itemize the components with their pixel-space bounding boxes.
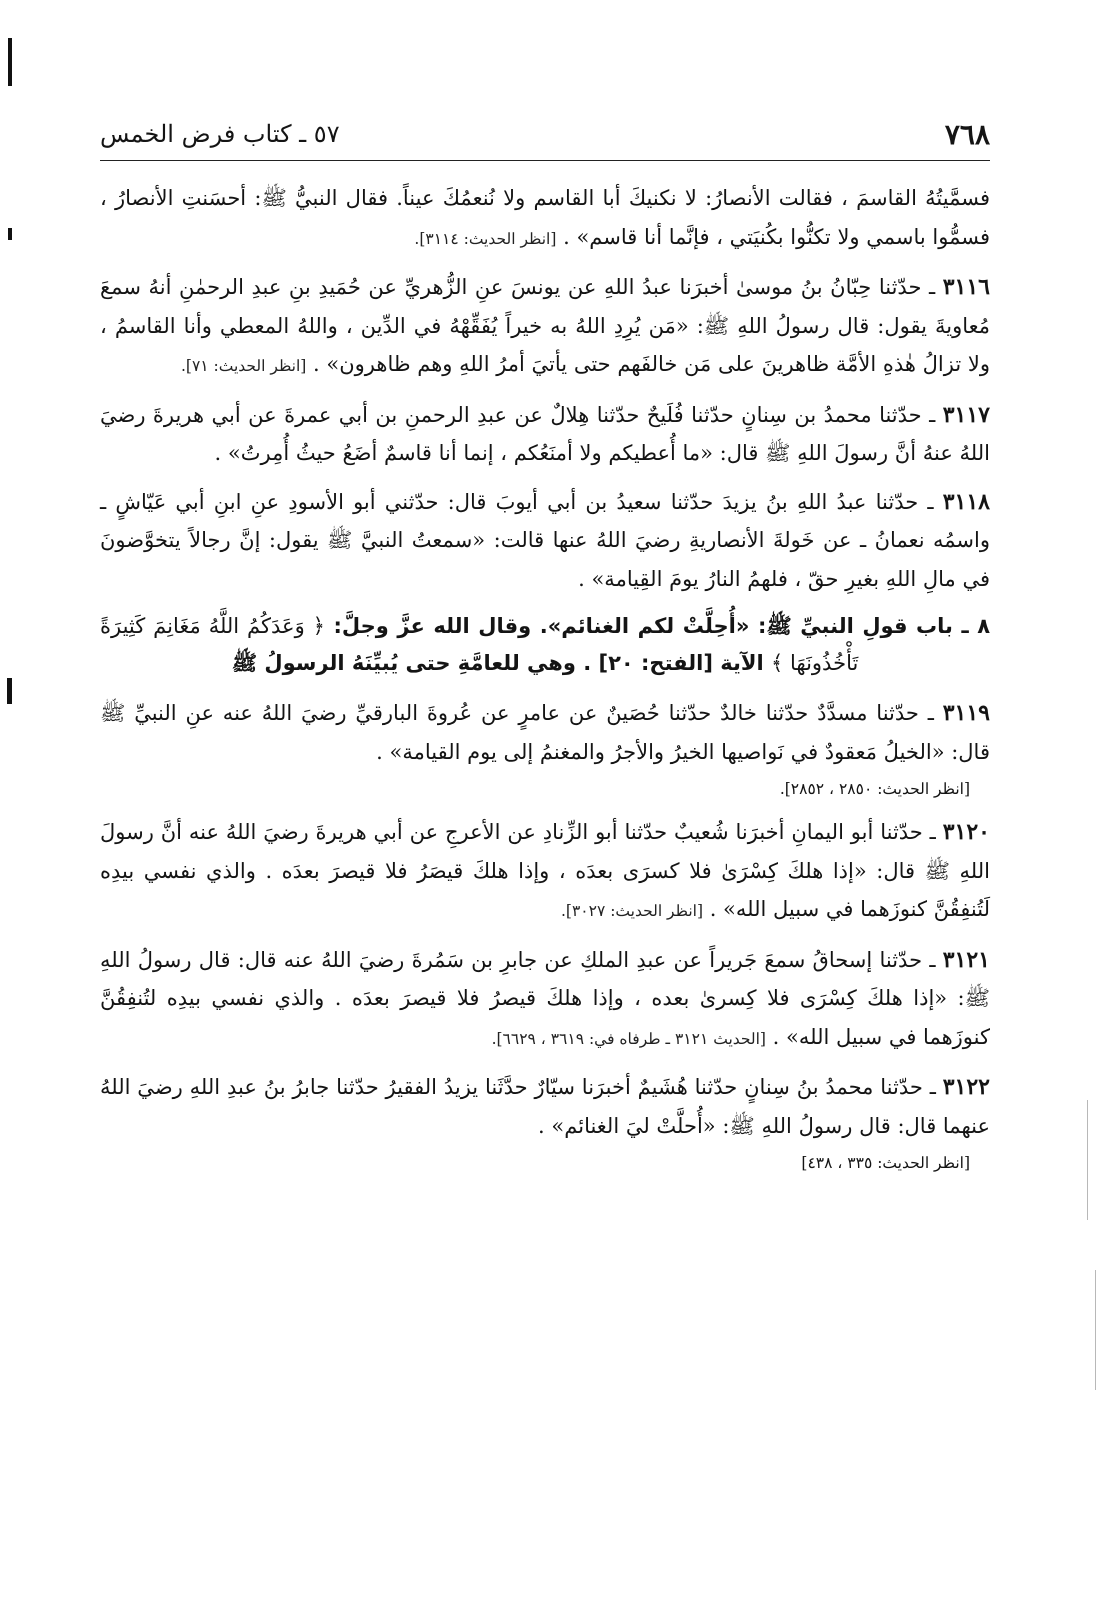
hadith-text: ـ حدّثنا إسحاقُ سمعَ جَريراً عن عبدِ الملكِ عن جابرِ بن سَمُرةَ رضيَ اللهُ عنه قال: قال رسولُ اللهِ ﷺ: «إذا هلكَ كِسْرَى فلا كِسرىٰ بعده ، وإذا هلكَ قيصرُ فلا قيصرَ بعدَه . والذي نفسي بيدِه لتُنفِقُنَّ كنوزَهما في سبيل الله» . <box>100 947 990 1049</box>
hadith-3119 <box>100 694 990 771</box>
hadith-text: ـ حدّثنا مسدَّدٌ حدّثنا خالدٌ حدّثنا حُصَينٌ عن عامرٍ عن عُروةَ البارقيِّ رضيَ اللهُ عنه عنِ النبيِّ ﷺ قال: «الخيلُ مَعقودٌ في نَواصيها الخيرُ والأجرُ والمغنمُ إلى يوم القيامة» . <box>100 701 990 764</box>
hadith-number: ٣١١٩ <box>942 700 990 726</box>
hadith-number: ٣١٢١ <box>942 946 990 973</box>
cross-reference: [الحديث ٣١٢١ ـ طرفاه في: ٣٦١٩ ، ٦٦٢٩]. <box>491 1029 766 1048</box>
cross-reference: [انظر الحديث: ٢٨٥٠ ، ٢٨٥٢]. <box>779 780 970 798</box>
hadith-3117 <box>100 396 990 473</box>
hadith-number: ٣١٢٠ <box>942 819 990 845</box>
hadith-text: ـ حدّثنا أبو اليمانِ أخبرَنا شُعيبٌ حدّثنا أبو الزِّنادِ عن الأعرجِ عن أبي هريرةَ رضيَ اللهُ عنه أنَّ رسولَ اللهِ ﷺ قال: «إذا هلكَ كِسْرَىٰ فلا كسرَى بعدَه ، وإذا هلكَ قيصَرُ فلا قيصرَ بعدَه . والذي نفسي بيدِه لَتُنفِقُنَّ كنوزَهما في سبيل الله» . <box>100 820 990 921</box>
hadith-number: ٣١١٨ <box>942 488 990 515</box>
scan-margin-mark-top <box>8 38 12 86</box>
cross-reference-line <box>100 775 990 803</box>
hadith-3120 <box>100 813 990 931</box>
hadith-number: ٣١١٦ <box>942 274 990 300</box>
hadith-text: ـ حدّثنا عبدُ اللهِ بنُ يزيدَ حدّثنا سعيدُ بن أبي أيوبَ قال: حدّثني أبو الأسودِ عنِ ابنِ أبي عَيّاشٍ ـ واسمُه نعمانُ ـ عن خَولةَ الأنصاريةِ رضيَ اللهُ عنها قالت: «سمعتُ النبيَّ ﷺ يقول: إنَّ رجالاً يتخوَّضونَ في مالِ اللهِ بغيرِ حقّ ، فلهمُ النارُ يومَ القِيامة» . <box>100 489 990 591</box>
book-page <box>100 112 990 1482</box>
hadith-3118 <box>100 483 990 599</box>
hadith-text: ـ حدّثنا محمدُ بنُ سِنانٍ حدّثنا هُشَيمٌ أخبرَنا سيّارٌ حدَّثَنا يزيدُ الفقيرُ حدّثنا جابرُ بنُ عبدِ اللهِ رضيَ اللهُ عنهما قال: قال رسولُ اللهِ ﷺ: «أُحلَّتْ ليَ الغنائم» . <box>100 1075 990 1138</box>
chapter-subtitle: الآية [الفتح: ٢٠] . وهي للعامَّةِ حتى يُبيِّنَهُ الرسولُ ﷺ <box>231 651 764 675</box>
scan-margin-mark-dot <box>8 228 12 240</box>
hadith-text: ـ حدّثنا محمدُ بن سِنانٍ حدّثنا فُلَيحٌ حدّثنا هِلالٌ عن عبدِ الرحمنِ بن أبي عمرةَ عن أبي هريرةَ رضيَ اللهُ عنهُ أنَّ رسولَ اللهِ ﷺ قال: «ما أُعطيكم ولا أمنَعُكم ، إنما أنا قاسمٌ أضَعُ حيثُ أُمِرتُ» . <box>100 402 990 465</box>
cross-reference: [انظر الحديث: ٧١]. <box>180 357 307 375</box>
hadith-number: ٣١٢٢ <box>942 1074 990 1100</box>
chapter-heading <box>100 608 990 682</box>
chapter-title: ٨ ـ باب قولِ النبيِّ ﷺ: «أُحِلَّتْ لكم الغنائم». وقال الله عزَّ وجلَّ: <box>333 614 991 638</box>
scan-gutter-line <box>1087 1100 1088 1220</box>
cross-reference: [انظر الحديث: ٣١١٤]. <box>414 229 557 248</box>
hadith-3116 <box>100 268 990 386</box>
hadith-text: ـ حدّثنا حِبّانُ بنُ موسىٰ أخبرَنا عبدُ اللهِ عن يونسَ عنِ الزُّهريِّ عن حُمَيدِ بنِ عبدِ الرحمٰنِ أنهُ سمعَ مُعاويةَ يقول: قال رسولُ اللهِ ﷺ: «مَن يُرِدِ اللهُ به خيراً يُفَقِّهْهُ في الدِّين ، واللهُ المعطي وأنا القاسمُ ، ولا تزالُ هٰذهِ الأمَّة ظاهرينَ على مَن خالفَهم حتى يأتيَ أمرُ اللهِ وهم ظاهرون» . <box>100 275 990 376</box>
hadith-number: ٣١١٧ <box>942 401 990 428</box>
cross-reference: [انظر الحديث: ٣٣٥ ، ٤٣٨] <box>801 1154 970 1172</box>
cross-reference-line <box>100 1149 990 1177</box>
quran-verse: ﴿ وَعَدَكُمُ اللَّهُ مَغَانِمَ كَثِيرَةً تَأْخُذُونَهَا ﴾ <box>100 614 859 675</box>
scan-gutter-line-lower <box>1095 1270 1096 1390</box>
cross-reference: [انظر الحديث: ٣٠٢٧]. <box>560 902 703 920</box>
running-head <box>100 112 990 161</box>
hadith-3122 <box>100 1068 990 1145</box>
hadith-3121 <box>100 941 990 1059</box>
paragraph-text: فسمَّيتُهُ القاسمَ ، فقالت الأنصارُ: لا نكنيكَ أبا القاسم ولا نُنعمُكَ عيناً. فقال النبيُّ ﷺ: أحسَنتِ الأنصارُ ، فسمُّوا باسمي ولا تكنُّوا بكُنيَتي ، فإنَّما أنا قاسم» . <box>100 186 990 249</box>
paragraph-continuation <box>100 179 990 258</box>
page-number: ٧٦٨ <box>944 118 990 151</box>
book-title: ٥٧ ـ كتاب فرض الخمس <box>100 120 340 148</box>
scan-margin-mark-mid <box>7 678 12 704</box>
